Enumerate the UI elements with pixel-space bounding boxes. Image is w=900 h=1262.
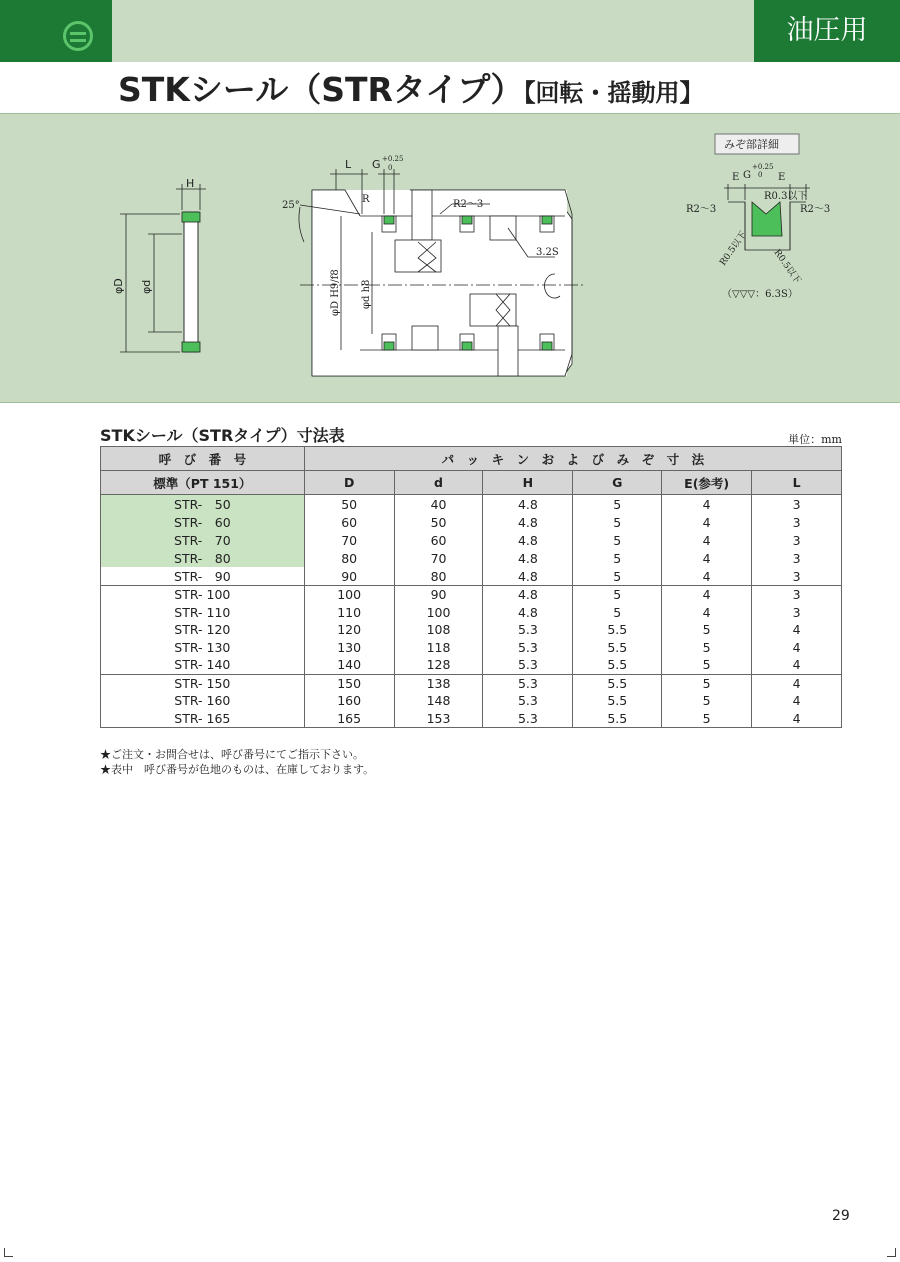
cell-d: 70 [394,549,483,567]
title-main: STKシール（STRタイプ） [118,70,524,109]
cell-d: 100 [394,604,483,622]
cell-L: 3 [752,586,842,604]
cell-part-number: STR- 50 [101,495,305,514]
table-row [101,495,842,514]
col-L: L [752,471,842,495]
cell-E: 5 [662,656,752,674]
note-order: ★ご注文・お問合せは、呼び番号にてご指示下さい。 [100,748,364,761]
table-row [101,656,842,674]
table-row [101,692,842,710]
cell-G: 5 [573,567,662,586]
cell-D: 160 [304,692,394,710]
cell-d: 80 [394,567,483,586]
brand-logo-box [0,0,112,62]
table-title: STKシール（STRタイプ）寸法表 [100,426,345,445]
cell-L: 3 [752,567,842,586]
dim-D-fit: φD H9/f8 [330,269,341,316]
cell-part-number: STR- 80 [101,549,305,567]
groove-detail-view [686,134,830,300]
cell-G: 5.5 [573,621,662,639]
cell-L: 4 [752,692,842,710]
cell-E: 4 [662,567,752,586]
cell-E: 5 [662,674,752,692]
dim-d-fit: φd h8 [361,279,372,309]
cell-part-number: STR- 70 [101,531,305,549]
cell-H: 5.3 [483,621,573,639]
cell-H: 5.3 [483,639,573,657]
cell-part-number: STR- 140 [101,656,305,674]
cell-G: 5 [573,586,662,604]
table-body [101,495,842,728]
cell-G: 5.5 [573,710,662,728]
cell-d: 90 [394,586,483,604]
cell-part-number: STR- 150 [101,674,305,692]
cell-D: 110 [304,604,394,622]
title-suffix: 【回転・揺動用】 [523,79,704,107]
cell-L: 3 [752,604,842,622]
cell-H: 4.8 [483,549,573,567]
category-badge: 油圧用 [754,0,900,62]
dim-D: φD [112,278,125,294]
table-row [101,604,842,622]
col-G: G [573,471,662,495]
cell-D: 80 [304,549,394,567]
dim-L: L [345,158,352,171]
cell-G: 5 [573,531,662,549]
header-dimensions: パ ッ キ ン お よ び み ぞ 寸 法 [304,447,841,471]
table-row [101,513,842,531]
cell-D: 90 [304,567,394,586]
assembly-section-view [282,155,585,376]
cell-H: 5.3 [483,656,573,674]
cell-part-number: STR- 100 [101,586,305,604]
dimension-table [100,446,842,728]
cell-H: 4.8 [483,586,573,604]
cell-part-number: STR- 120 [101,621,305,639]
cell-L: 4 [752,710,842,728]
table-row [101,567,842,586]
cell-H: 4.8 [483,495,573,514]
brand-logo-icon [63,21,93,51]
cell-G: 5.5 [573,692,662,710]
cell-L: 3 [752,495,842,514]
cell-d: 50 [394,513,483,531]
dim-H: H [186,177,195,190]
cell-H: 4.8 [483,531,573,549]
cell-E: 4 [662,495,752,514]
detail-G-tol-lower: 0 [758,171,763,179]
detail-R2-right: R2～3 [800,204,831,215]
table-row [101,674,842,692]
technical-drawing-panel [0,113,900,403]
table-row [101,710,842,728]
cell-E: 4 [662,604,752,622]
cell-L: 4 [752,674,842,692]
cell-E: 5 [662,639,752,657]
notes [100,747,374,777]
page-number: 29 [832,1208,850,1224]
cell-d: 128 [394,656,483,674]
cell-E: 4 [662,586,752,604]
detail-R03: R0.3以下 [764,191,808,202]
cell-E: 4 [662,513,752,531]
detail-E-right: E [778,172,786,183]
cell-E: 4 [662,531,752,549]
col-E: E(参考) [662,471,752,495]
subheader-name: 標準（PT 151） [101,471,305,495]
cell-d: 108 [394,621,483,639]
dim-d: φd [140,279,153,294]
cell-D: 140 [304,656,394,674]
cell-part-number: STR- 90 [101,567,305,586]
page-title [118,64,704,111]
cell-D: 70 [304,531,394,549]
cell-G: 5 [573,495,662,514]
table-row [101,621,842,639]
table-row [101,531,842,549]
cell-part-number: STR- 60 [101,513,305,531]
cell-E: 5 [662,710,752,728]
cell-E: 5 [662,621,752,639]
cell-E: 5 [662,692,752,710]
detail-title: みぞ部詳細 [724,138,779,151]
detail-E-left: E [732,172,740,183]
cell-D: 60 [304,513,394,531]
cell-D: 150 [304,674,394,692]
crop-mark [4,1248,13,1257]
cell-E: 4 [662,549,752,567]
table-row [101,586,842,604]
unit-label: 単位：mm [788,433,842,446]
cell-D: 165 [304,710,394,728]
cell-L: 4 [752,656,842,674]
cell-L: 4 [752,639,842,657]
cell-part-number: STR- 130 [101,639,305,657]
crop-mark [887,1248,896,1257]
cell-G: 5.5 [573,656,662,674]
cell-L: 3 [752,531,842,549]
col-d: d [394,471,483,495]
cell-H: 5.3 [483,674,573,692]
cell-d: 153 [394,710,483,728]
header-name: 呼 び 番 号 [101,447,305,471]
cell-D: 120 [304,621,394,639]
cell-D: 50 [304,495,394,514]
table-row [101,639,842,657]
seal-side-view [112,177,206,352]
cell-part-number: STR- 160 [101,692,305,710]
cell-H: 4.8 [483,567,573,586]
cell-H: 4.8 [483,513,573,531]
detail-G: G [743,170,751,181]
cell-L: 4 [752,621,842,639]
cell-G: 5.5 [573,639,662,657]
cell-L: 3 [752,549,842,567]
dim-G-tol-lower: 0 [388,164,393,172]
dim-R2: R2～3 [453,199,484,210]
detail-R2-left: R2～3 [686,204,717,215]
surface-finish: 3.2S [536,247,559,258]
col-H: H [483,471,573,495]
cell-L: 3 [752,513,842,531]
cell-d: 148 [394,692,483,710]
detail-R05-right: R0.5以下 [771,247,803,286]
cell-d: 138 [394,674,483,692]
cell-d: 118 [394,639,483,657]
dim-G: G [372,158,381,171]
cell-H: 5.3 [483,692,573,710]
cell-G: 5 [573,604,662,622]
col-D: D [304,471,394,495]
cell-G: 5.5 [573,674,662,692]
cell-part-number: STR- 165 [101,710,305,728]
detail-G-tol-upper: +0.25 [752,163,774,171]
cell-G: 5 [573,513,662,531]
detail-R05-left: R0.5以下 [718,229,749,268]
cell-H: 5.3 [483,710,573,728]
dim-angle: 25° [282,200,300,211]
cell-G: 5 [573,549,662,567]
cell-D: 130 [304,639,394,657]
dim-R: R [362,194,370,205]
cell-part-number: STR- 110 [101,604,305,622]
table-row [101,549,842,567]
dim-G-tol-upper: +0.25 [382,155,404,163]
cell-D: 100 [304,586,394,604]
detail-finish: （▽▽▽：6.3S） [722,289,798,300]
cell-H: 4.8 [483,604,573,622]
cell-d: 60 [394,531,483,549]
note-stock: ★表中 呼び番号が色地のものは、在庫しております。 [100,763,375,776]
cell-d: 40 [394,495,483,514]
seal-drawing [0,114,900,402]
